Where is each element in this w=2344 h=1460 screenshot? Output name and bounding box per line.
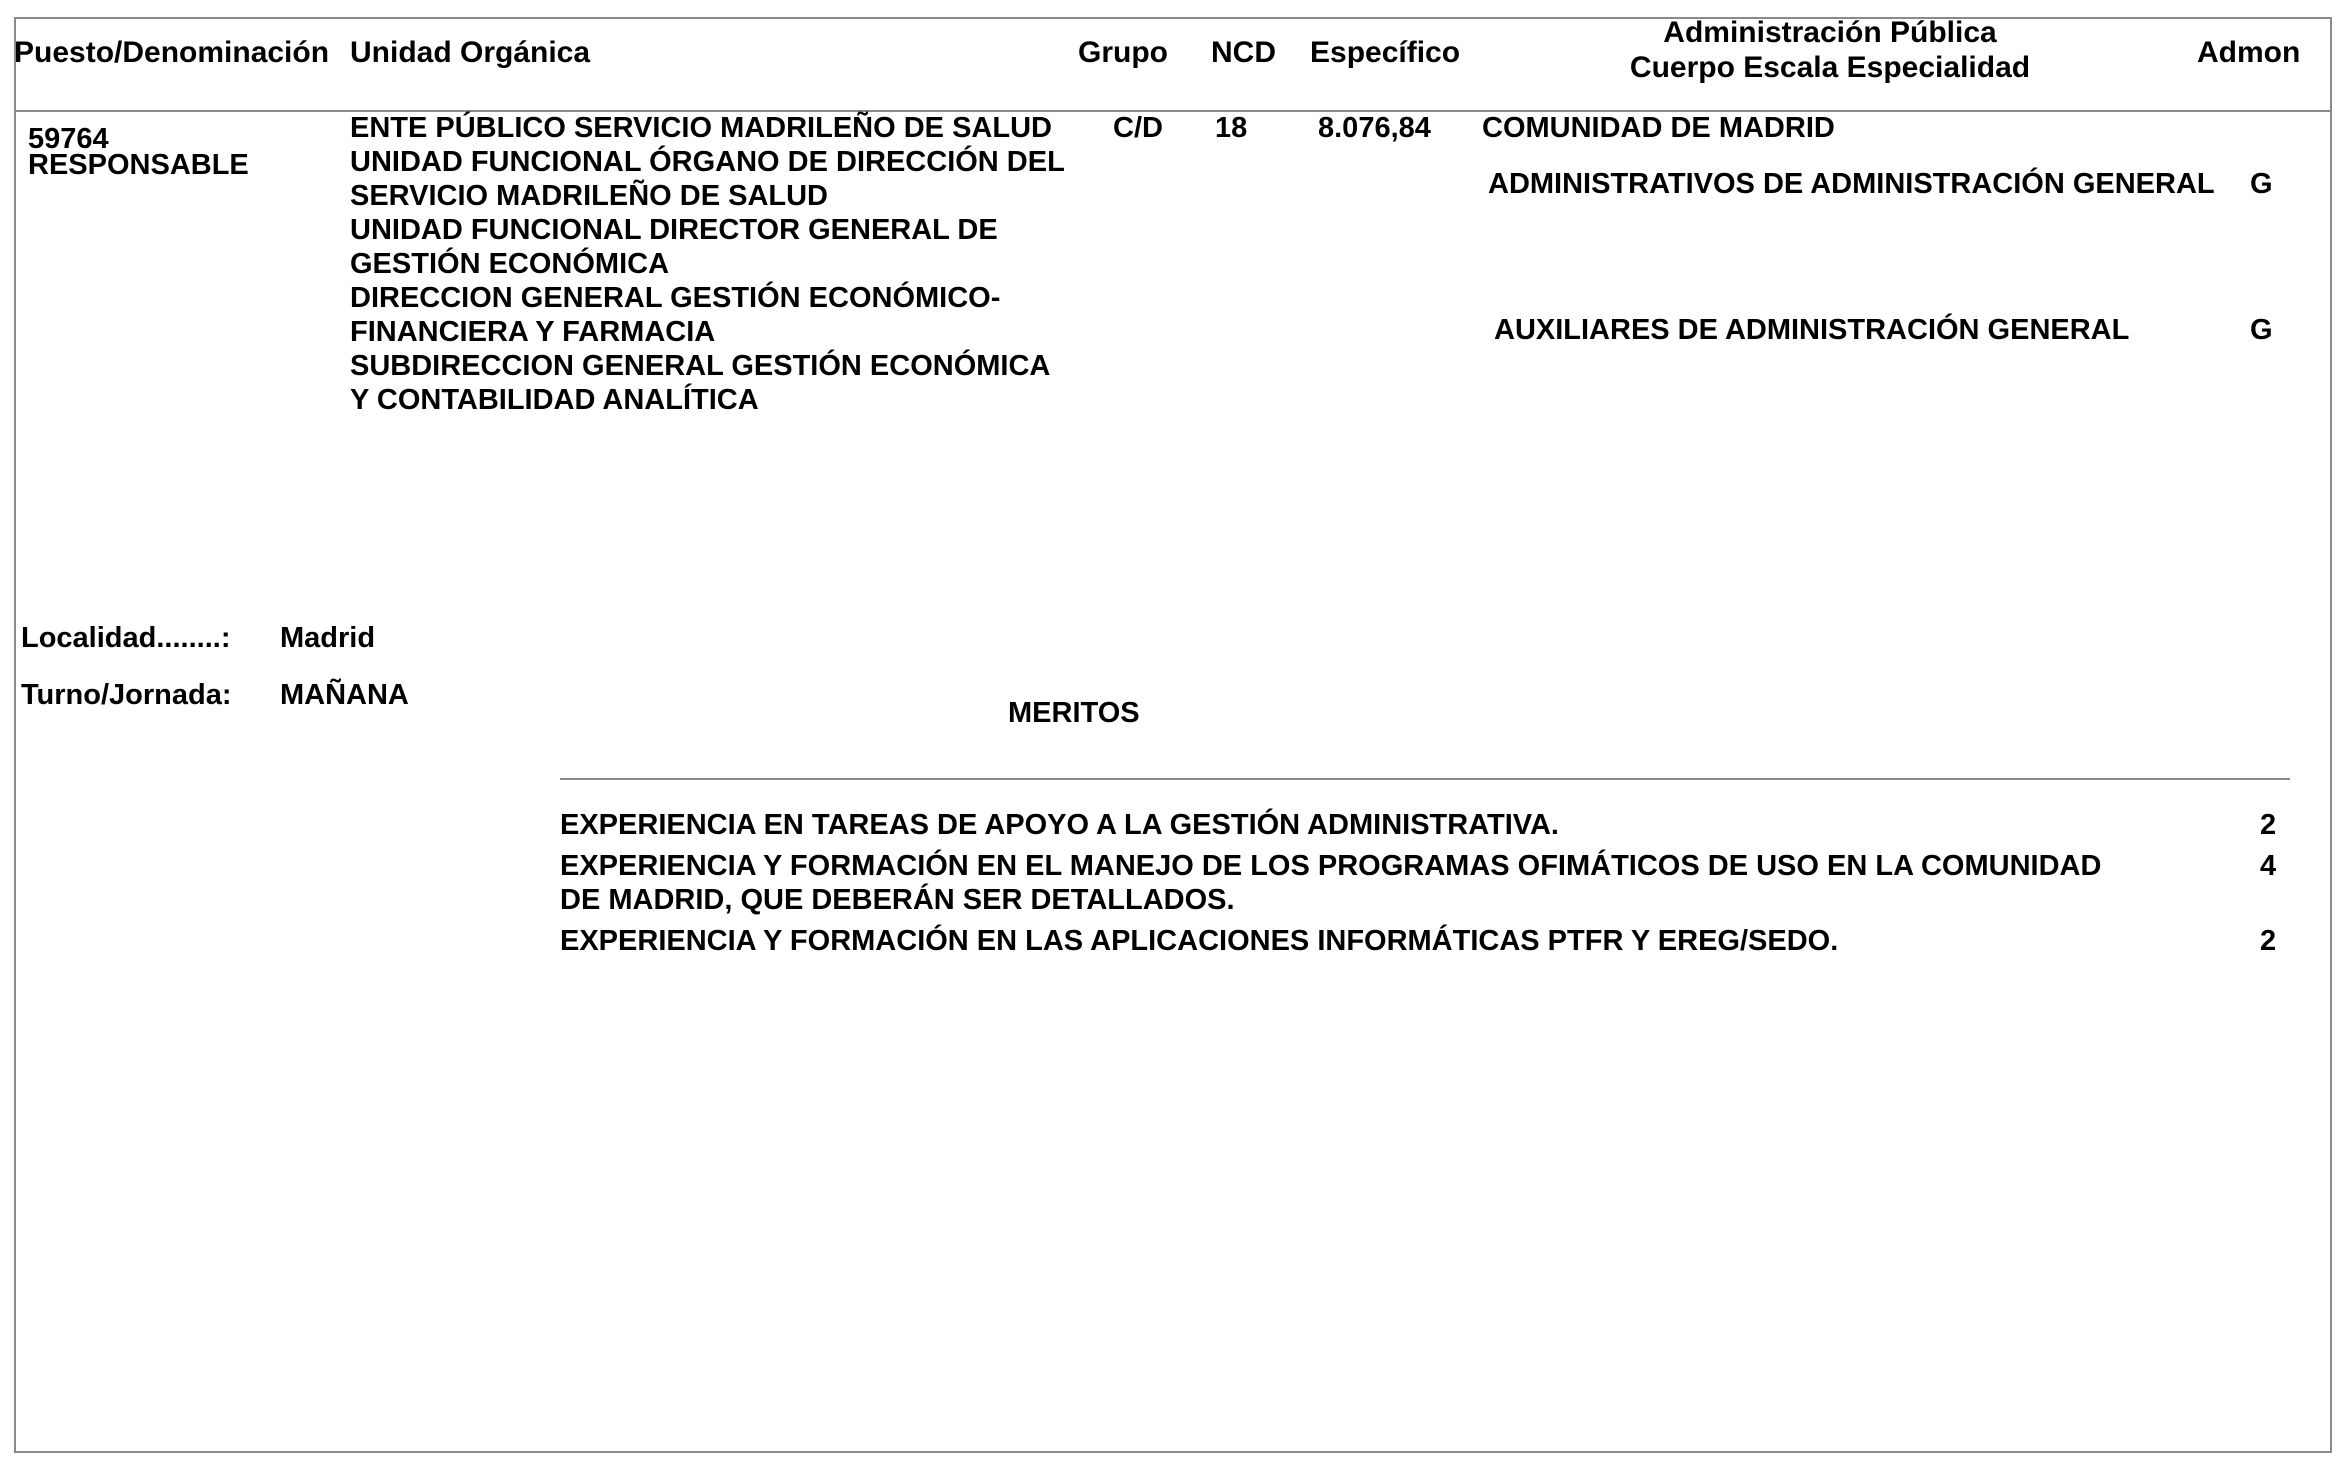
cuerpo-name: ADMINISTRATIVOS DE ADMINISTRACIÓN GENERAL (1488, 168, 2215, 200)
header-unidad: Unidad Orgánica (350, 36, 591, 69)
unidad-line: SUBDIRECCION GENERAL GESTIÓN ECONÓMICA (350, 350, 1051, 382)
grupo-value: C/D (1113, 112, 1163, 144)
turno-label: Turno/Jornada: (21, 679, 232, 711)
header-ncd: NCD (1211, 36, 1276, 69)
merito-points: 4 (2260, 850, 2277, 882)
merito-text: EXPERIENCIA Y FORMACIÓN EN EL MANEJO DE LOS PROGRAMAS OFIMÁTICOS DE USO EN LA COMUNIDAD (560, 850, 2102, 882)
header-grupo: Grupo (1078, 36, 1168, 69)
header-puesto: Puesto/Denominación (14, 36, 330, 69)
header-especifico: Específico (1310, 36, 1461, 69)
meritos-title: MERITOS (1008, 697, 1140, 729)
header-admon: Admon (2197, 36, 2301, 69)
merito-text: EXPERIENCIA EN TAREAS DE APOYO A LA GESTIÓN ADMINISTRATIVA. (560, 809, 1559, 841)
merito-text: EXPERIENCIA Y FORMACIÓN EN LAS APLICACIONES INFORMÁTICAS PTFR Y EREG/SEDO. (560, 925, 1839, 957)
unidad-line: GESTIÓN ECONÓMICA (350, 248, 670, 280)
administracion-value: COMUNIDAD DE MADRID (1482, 112, 1835, 144)
ncd-value: 18 (1215, 112, 1248, 144)
merito-text: DE MADRID, QUE DEBERÁN SER DETALLADOS. (560, 884, 1235, 916)
merito-points: 2 (2260, 809, 2277, 841)
unidad-line: SERVICIO MADRILEÑO DE SALUD (350, 180, 829, 212)
unidad-line: FINANCIERA Y FARMACIA (350, 316, 716, 348)
unidad-line: Y CONTABILIDAD ANALÍTICA (350, 384, 759, 416)
meritos-divider (560, 778, 2290, 780)
puesto-code: 59764 (28, 123, 109, 155)
header-administracion-publica: Administración Pública (1663, 16, 1997, 49)
cuerpo-admon: G (2250, 314, 2273, 346)
especifico-value: 8.076,84 (1318, 112, 1431, 144)
cuerpo-name: AUXILIARES DE ADMINISTRACIÓN GENERAL (1494, 314, 2130, 346)
unidad-line: UNIDAD FUNCIONAL ÓRGANO DE DIRECCIÓN DEL (350, 146, 1065, 178)
localidad-label: Localidad........: (21, 622, 231, 654)
unidad-line: ENTE PÚBLICO SERVICIO MADRILEÑO DE SALUD (350, 112, 1052, 144)
unidad-line: UNIDAD FUNCIONAL DIRECTOR GENERAL DE (350, 214, 998, 246)
unidad-line: DIRECCION GENERAL GESTIÓN ECONÓMICO- (350, 282, 1001, 314)
turno-value: MAÑANA (280, 679, 409, 711)
header-cuerpo-escala: Cuerpo Escala Especialidad (1629, 51, 2031, 84)
cuerpo-admon: G (2250, 168, 2273, 200)
merito-points: 2 (2260, 925, 2277, 957)
puesto-denominacion: RESPONSABLE (28, 149, 249, 181)
localidad-value: Madrid (280, 622, 376, 654)
